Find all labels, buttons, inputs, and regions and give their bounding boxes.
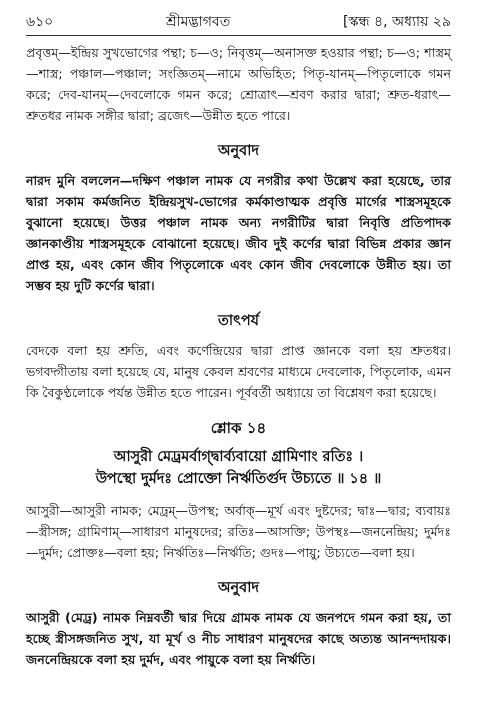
book-title: শ্রীমদ্ভাগবত bbox=[166, 14, 231, 30]
page-header bbox=[26, 10, 451, 34]
header-divider bbox=[26, 35, 451, 36]
sloka-title: শ্লোক ১৪ bbox=[210, 419, 267, 437]
translation-paragraph-1: নারদ মুনি বললেন—দক্ষিণ পঞ্চাল নামক যে নগরীর কথা উল্লেখ করা হয়েছে, তার দ্বারা সকাম কর্মজনিত ইন্দ্রিয়সুখ-ভোগের কর্মকাণ্ডাত্মক প্রবৃত্তি মার্গের শাস্ত্রসমূহকে বুঝানো হয়েছে। উত্তর পঞ্চাল নামক অন্য নগরীটির দ্বারা নিবৃত্তি প্রতিপাদক জ্ঞানকাণ্ডীয় শাস্ত্রসমূহকে বোঝানো হয়েছে। জীব দুই কর্ণের দ্বারা বিভিন্ন প্রকার জ্ঞান প্রাপ্ত হয়, এবং কোন জীব পিতৃলোকে এবং কোন জীব দেবলোকে উন্নীত হয়। তা সম্ভব হয় দুটি কর্ণের দ্বারা। bbox=[26, 173, 451, 293]
purport-paragraph: বেদকে বলা হয় শ্রুতি, এবং কর্ণেন্দ্রিয়ের দ্বারা প্রাপ্ত জ্ঞানকে বলা হয় শ্রুতধর। ভগবদ্গীতায় বলা হয়েছে যে, মানুষ কেবল শ্রবণের মাধ্যমে দেবলোক, পিতৃলোক, এমন কি বৈকুণ্ঠলোকে পর্যন্ত উন্নীত হতে পারেন। পূর্ববর্তী অধ্যায়ে তা বিশ্লেষণ করা হয়েছে। bbox=[26, 343, 451, 400]
translation-heading-2: অনুবাদ bbox=[217, 580, 260, 596]
translation-paragraph-2: আসুরী (মেঢ্র) নামক নিম্নবর্তী দ্বার দিয়ে গ্রামক নামক যে জনপদে গমন করা হয়, তা হচ্ছে স্ত্রীসঙ্গজনিত সুখ, যা মূর্খ ও নীচ সাধারণ মানুষদের কাছে অত্যন্ত আনন্দদায়ক। জননেন্দ্রিয়কে বলা হয় দুর্মদ, এবং পায়ুকে বলা হয় নির্ঋতি। bbox=[26, 610, 451, 667]
page-number: ৬১০ bbox=[26, 14, 54, 30]
synonyms-paragraph-1: প্রবৃত্তম্—ইন্দ্রিয় সুখভোগের পন্থা; চ—ও; নিবৃত্তম্—অনাসক্ত হওয়ার পন্থা; চ—ও; শাস্ত্রম্—শাস্ত্র; পঞ্চাল—পঞ্চাল; সংজ্ঞিতম্—নামে অভিহিত; পিতৃ-যানম্—পিতৃলোকে গমন করে; দেব-যানম্—দেবলোকে গমন করে; শ্রোত্রাৎ—শ্রবণ করার দ্বারা; শ্রুত-ধরাৎ—শ্রুতধর নামক সঙ্গীর দ্বারা; ব্রজেৎ—উন্নীত হতে পারে। bbox=[26, 45, 451, 123]
purport-heading: তাৎপর্য bbox=[217, 313, 260, 329]
verse-line-2: উপস্থো দুর্মদঃ প্রোক্তো নির্ঋতির্গুদ উচ্যতে ॥ ১৪ ॥ bbox=[95, 471, 382, 487]
translation-heading-1: অনুবাদ bbox=[217, 143, 260, 159]
verse-line-1: আসুরী মেঢ্রমর্বাগ্দ্বার্ব্যবায়ো গ্রামিণাং রতিঃ । bbox=[113, 449, 364, 465]
canto-chapter: [স্কন্ধ ৪, অধ্যায় ২৯ bbox=[342, 14, 451, 30]
spacer bbox=[26, 490, 451, 500]
synonyms-paragraph-2: আসুরী—আসুরী নামক; মেঢ্রম্—উপস্থ; অর্বাক্—মূর্খ এবং দুষ্টদের; দ্বাঃ—দ্বার; ব্যবায়ঃ—স্ত্রীসঙ্গ; গ্রামিণাম্—সাধারণ মানুষদের; রতিঃ—আসক্তি; উপস্থঃ—জননেন্দ্রিয়; দুর্মদঃ—দুর্মদ; প্রোক্তঃ—বলা হয়; নির্ঋতিঃ—নির্ঋতি; গুদঃ—পায়ু; উচ্যতে—বলা হয়। bbox=[26, 503, 451, 560]
